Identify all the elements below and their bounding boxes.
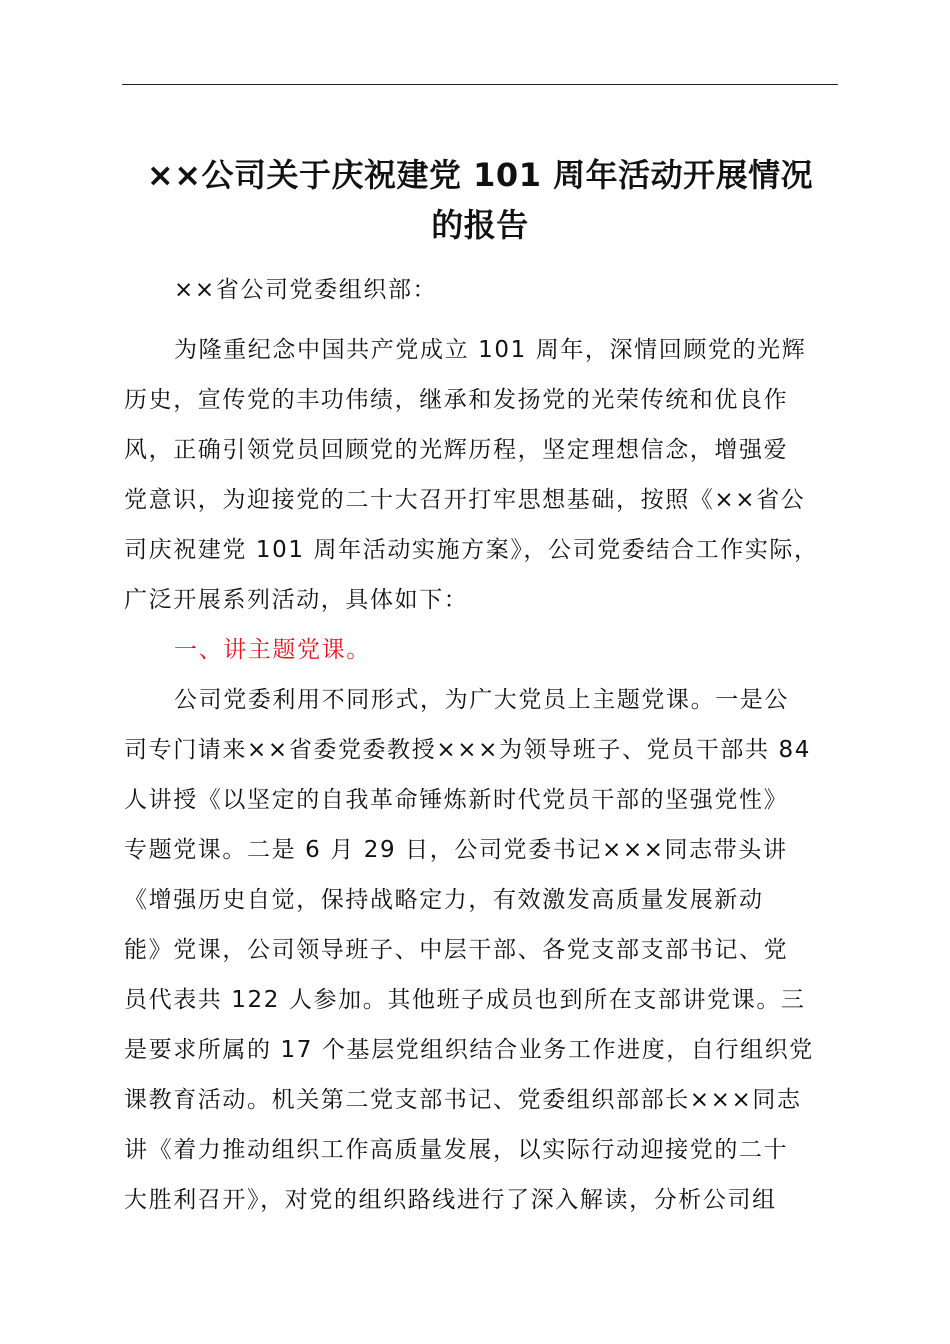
para2-line: 讲《着力推动组织工作高质量发展，以实际行动迎接党的二十 [124,1137,789,1163]
para1-line: 历史，宣传党的丰功伟绩，继承和发扬党的光荣传统和优良作 [124,387,789,413]
para2-line: 是要求所属的 17 个基层党组织结合业务工作进度，自行组织党 [124,1037,814,1063]
title-line-2: 的报告 [431,206,529,244]
para2-line: 专题党课。二是 6 月 29 日，公司党委书记×××同志带头讲 [124,837,788,863]
header-divider [122,84,838,85]
para2-line: 能》党课，公司领导班子、中层干部、各党支部支部书记、党 [124,937,789,963]
title-line-1: ××公司关于庆祝建党 101 周年活动开展情况 [146,156,814,194]
document-title [110,150,850,250]
para1-line: 风，正确引领党员回顾党的光辉历程，坚定理想信念，增强爱 [124,437,789,463]
para1-line: 党意识，为迎接党的二十大召开打牢思想基础，按照《××省公 [124,487,806,513]
para1-line: 广泛开展系列活动，具体如下： [124,587,469,613]
salutation: ××省公司党委组织部： [174,277,438,303]
para1-line: 为隆重纪念中国共产党成立 101 周年，深情回顾党的光辉 [174,337,807,363]
para2-line: 司专门请来××省委党委教授×××为领导班子、党员干部共 84 [124,737,811,763]
para2-line: 公司党委利用不同形式，为广大党员上主题党课。一是公 [174,687,789,713]
para2-line: 《增强历史自觉，保持战略定力，有效激发高质量发展新动 [124,887,764,913]
para2-line: 员代表共 122 人参加。其他班子成员也到所在支部讲党课。三 [124,987,806,1013]
section-heading-1: 一、讲主题党课。 [174,637,371,663]
para2-line: 大胜利召开》，对党的组织路线进行了深入解读，分析公司组 [124,1187,777,1213]
para1-line: 司庆祝建党 101 周年活动实施方案》，公司党委结合工作实际， [124,537,819,563]
para2-line: 人讲授《以坚定的自我革命锤炼新时代党员干部的坚强党性》 [124,787,789,813]
para2-line: 课教育活动。机关第二党支部书记、党委组织部部长×××同志 [124,1087,802,1113]
